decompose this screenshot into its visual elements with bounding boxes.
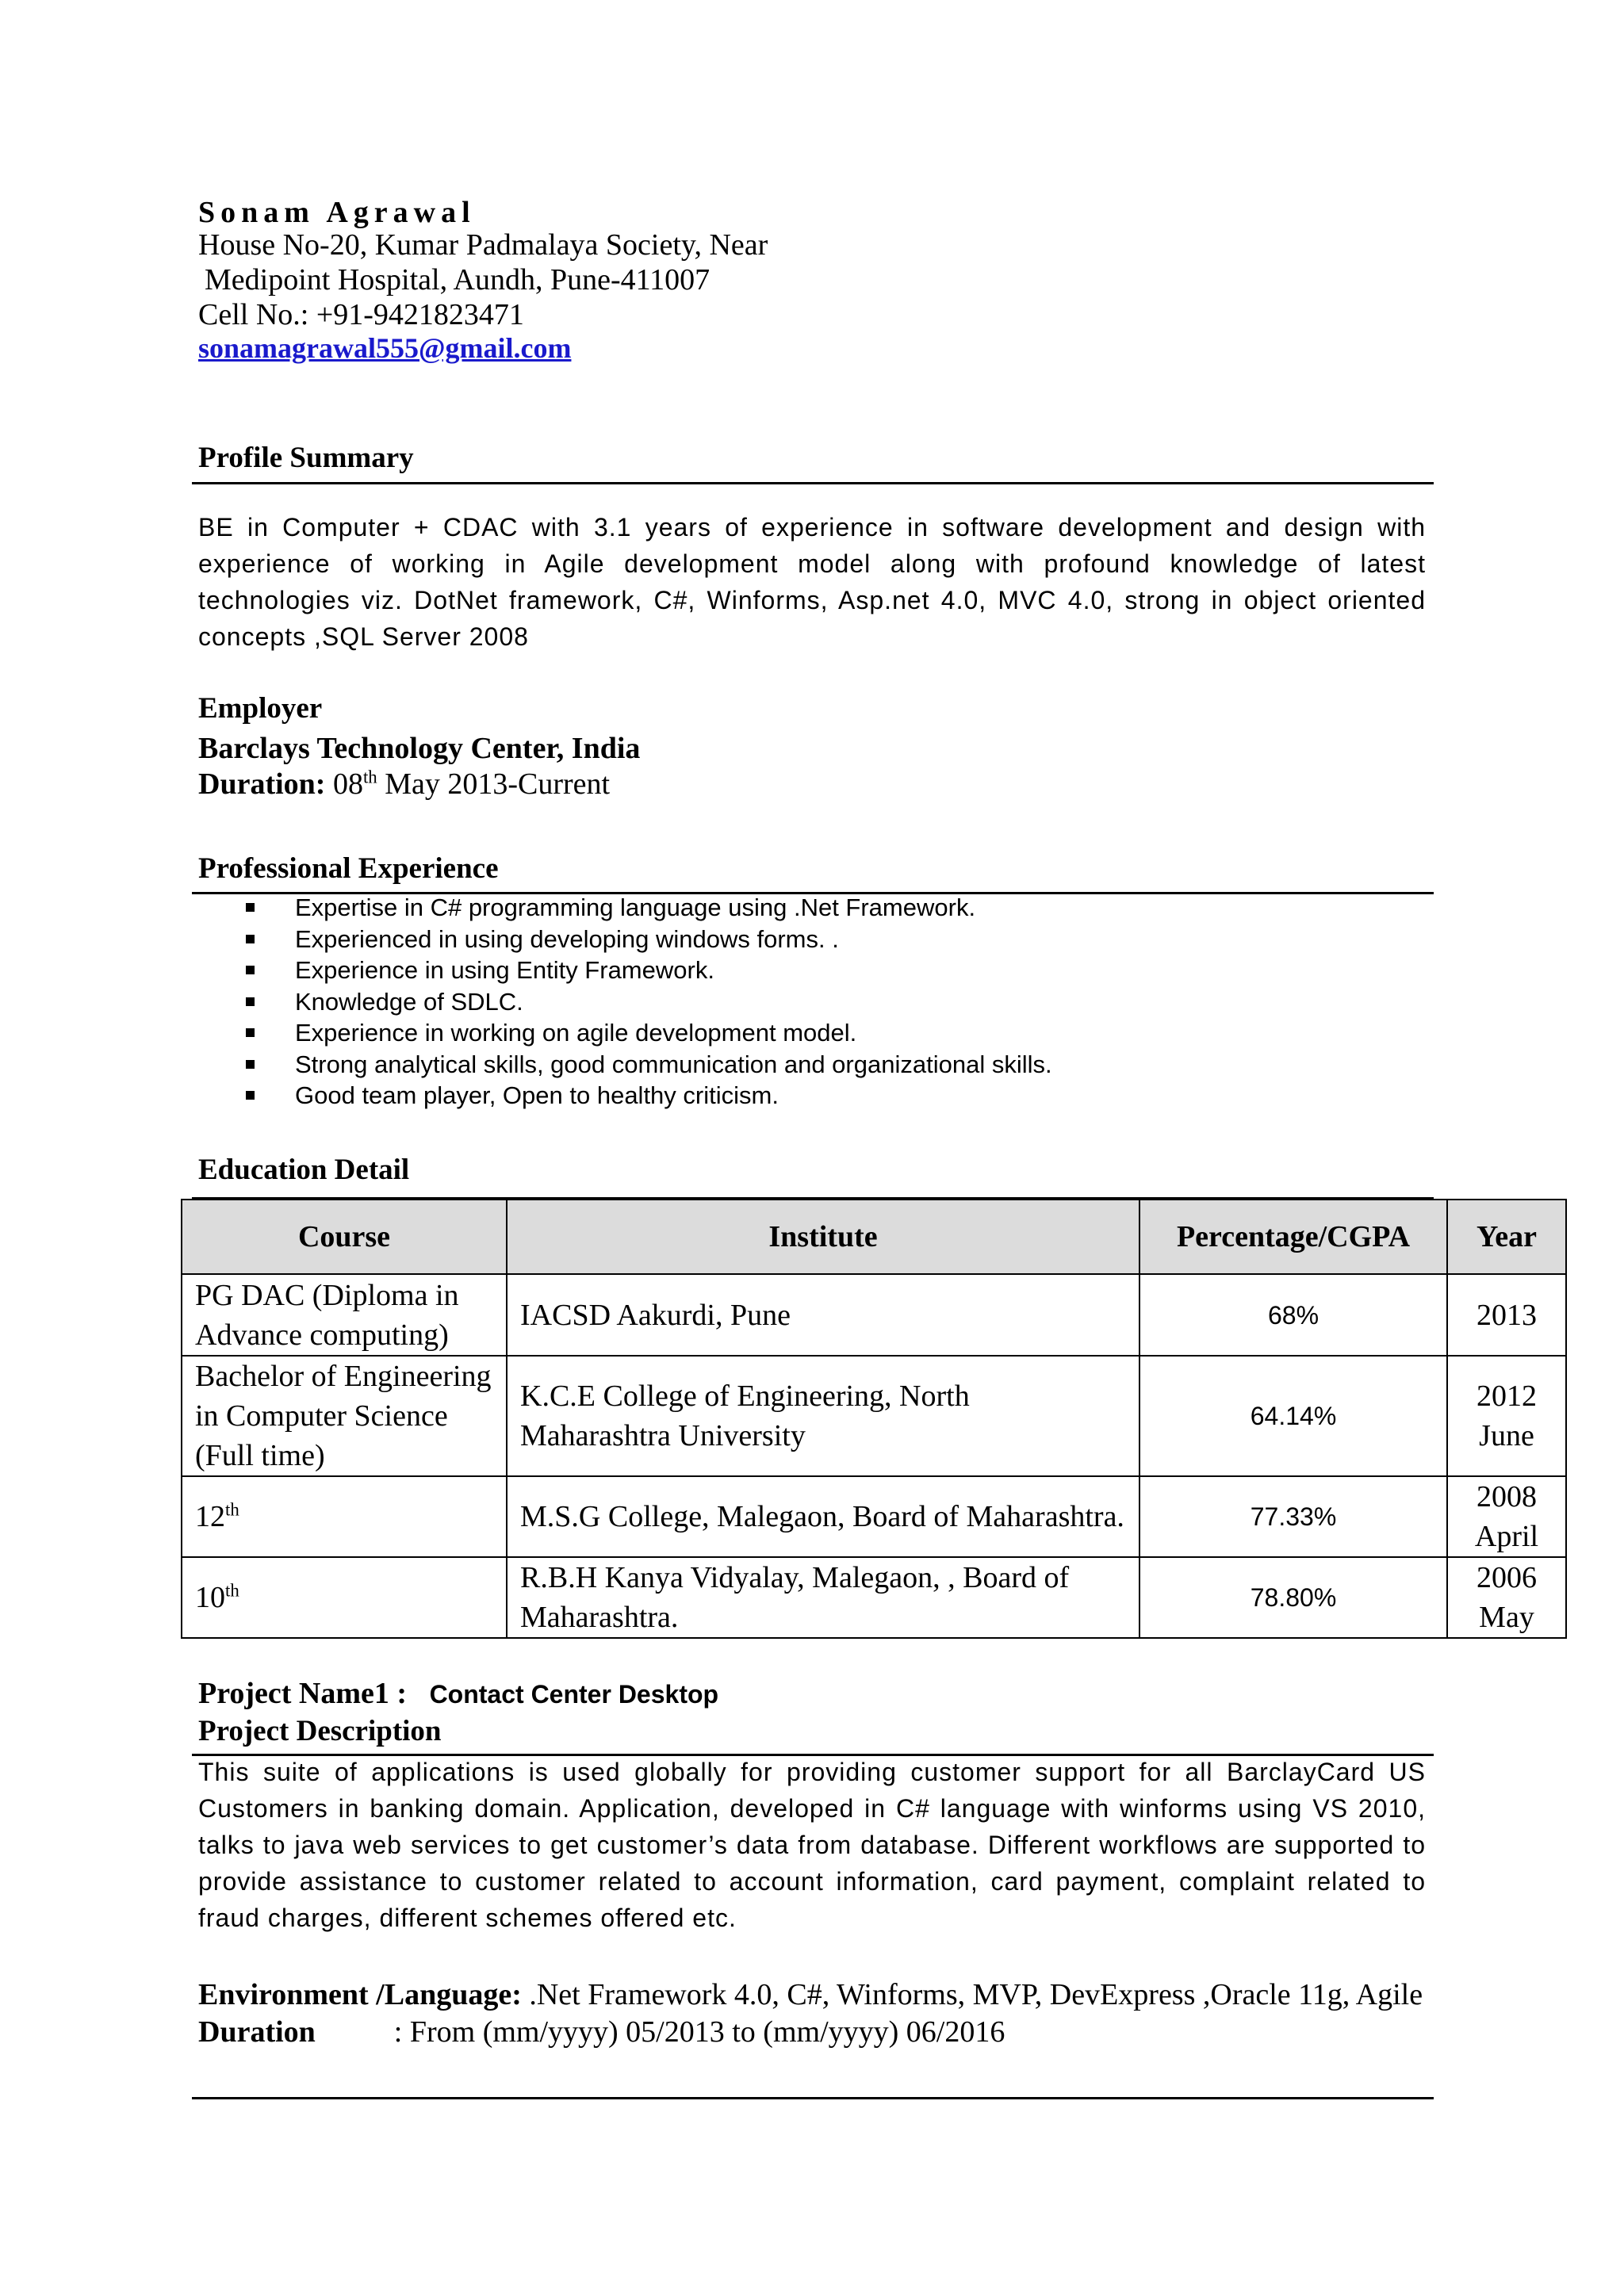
employer-duration [198, 767, 610, 802]
list-item: Experience in using Entity Framework. [246, 955, 1052, 986]
project-duration-line [198, 2015, 1005, 2049]
project-description-heading: Project Description [198, 1715, 442, 1747]
environment-label: Environment /Language: [198, 1978, 522, 2011]
column-institute: Institute [507, 1200, 1139, 1274]
institute-cell: IACSD Aakurdi, Pune [507, 1274, 1139, 1356]
table-row [182, 1476, 1566, 1557]
profile-summary-text: BE in Computer + CDAC with 3.1 years of experience in software development and design with experience of working in Agile development model along with profound knowledge of latest technologies viz. DotNet framework, C#, Winforms, Asp.net 4.0, MVC 4.0, strong in object oriented concepts ,SQL Server 2008 [198, 513, 1426, 651]
table-row [182, 1274, 1566, 1356]
candidate-name: Sonam Agrawal [198, 196, 476, 229]
percentage-cell: 68% [1139, 1274, 1447, 1356]
address-line-2: Medipoint Hospital, Aundh, Pune-411007 [205, 263, 710, 297]
company-name: Barclays Technology Center, India [198, 732, 641, 765]
institute-cell [507, 1557, 1139, 1638]
percentage-cell: 78.80% [1139, 1557, 1447, 1638]
year-cell [1447, 1557, 1566, 1638]
project-description-text: This suite of applications is used globally for providing customer support for all BarclayCard US Customers in banking domain. Application, developed in C# language with winforms using VS 2010, talks to java web services to get customer’s data from database. Different workflows are supported to provide assistance to customer related to account information, card payment, complaint related to fraud charges, different schemes offered etc. [198, 1758, 1426, 1932]
course-line: PG DAC (Diploma in [195, 1278, 459, 1312]
institute-line: Maharashtra University [520, 1419, 806, 1452]
course-sup: th [225, 1499, 239, 1520]
institute-cell: M.S.G College, Malegaon, Board of Maharashtra. [507, 1476, 1139, 1557]
education-heading: Education Detail [198, 1154, 410, 1186]
list-item: Good team player, Open to healthy criticism. [246, 1080, 1052, 1112]
employer-company [198, 731, 640, 766]
list-item: Expertise in C# programming language using .Net Framework. [246, 892, 1052, 924]
experience-heading: Professional Experience [198, 852, 499, 885]
duration-rest: May 2013-Current [385, 767, 611, 801]
course-cell [182, 1356, 507, 1476]
course-number: 10 [195, 1581, 225, 1614]
course-line: Advance computing) [195, 1318, 449, 1352]
course-sup: th [225, 1580, 239, 1601]
course-cell [182, 1274, 507, 1356]
column-course: Course [182, 1200, 507, 1274]
institute-cell [507, 1356, 1139, 1476]
institute-line: K.C.E College of Engineering, North [520, 1380, 970, 1413]
bottom-divider [192, 2097, 1434, 2099]
address-line-1: House No-20, Kumar Padmalaya Society, Near [198, 228, 768, 262]
list-item: Strong analytical skills, good communication and organizational skills. [246, 1049, 1052, 1081]
project-duration-label: Duration [198, 2015, 316, 2049]
institute-line: R.B.H Kanya Vidyalay, Malegaon, , Board of [520, 1561, 1070, 1594]
environment-line [198, 1977, 1423, 2012]
project-name-line [198, 1676, 718, 1711]
profile-divider [192, 482, 1434, 484]
institute-line: Maharashtra. [520, 1601, 679, 1634]
experience-list [246, 892, 1052, 1112]
table-header-row [182, 1200, 1566, 1274]
year-line: 2006 [1477, 1561, 1537, 1594]
course-line: in Computer Science [195, 1399, 448, 1433]
percentage-cell: 77.33% [1139, 1476, 1447, 1557]
year-line: May [1479, 1601, 1534, 1634]
year-cell: 2013 [1447, 1274, 1566, 1356]
table-row [182, 1557, 1566, 1638]
course-cell [182, 1476, 507, 1557]
email-link[interactable]: sonamagrawal555@gmail.com [198, 332, 572, 364]
year-cell [1447, 1476, 1566, 1557]
duration-label: Duration: [198, 767, 326, 801]
table-row [182, 1356, 1566, 1476]
list-item: Experience in working on agile development model. [246, 1017, 1052, 1049]
course-line: Bachelor of Engineering [195, 1360, 492, 1393]
project-name-label: Project Name1 : [198, 1677, 408, 1710]
column-percentage: Percentage/CGPA [1139, 1200, 1447, 1274]
duration-day: 08 [332, 767, 363, 801]
list-item: Experienced in using developing windows forms. . [246, 924, 1052, 955]
education-table [181, 1199, 1567, 1639]
list-item: Knowledge of SDLC. [246, 986, 1052, 1018]
course-number: 12 [195, 1500, 225, 1533]
duration-sup: th [362, 767, 377, 787]
employer-heading: Employer [198, 692, 323, 725]
percentage-cell: 64.14% [1139, 1356, 1447, 1476]
cell-number: Cell No.: +91-9421823471 [198, 298, 524, 331]
year-line: 2008 [1477, 1480, 1537, 1513]
column-year: Year [1447, 1200, 1566, 1274]
year-line: June [1479, 1419, 1534, 1452]
course-cell [182, 1557, 507, 1638]
year-line: 2012 [1477, 1380, 1537, 1413]
course-line: (Full time) [195, 1439, 325, 1472]
project-duration-value: : From (mm/yyyy) 05/2013 to (mm/yyyy) 06/2016 [393, 2015, 1005, 2049]
year-cell [1447, 1356, 1566, 1476]
environment-value: .Net Framework 4.0, C#, Winforms, MVP, DevExpress ,Oracle 11g, Agile [529, 1978, 1423, 2011]
profile-summary-heading: Profile Summary [198, 442, 414, 474]
project-name-value: Contact Center Desktop [429, 1680, 719, 1709]
year-line: April [1474, 1520, 1539, 1553]
